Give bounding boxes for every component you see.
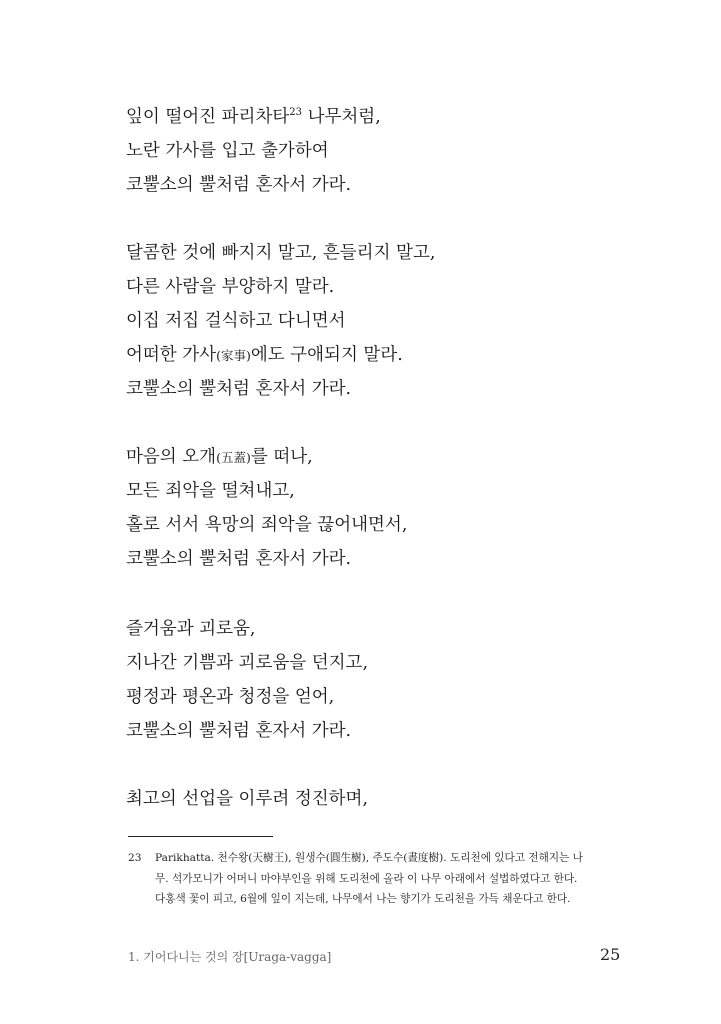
verse-line: 즐거움과 괴로움, [126,619,256,639]
verse-line: 노란 가사를 입고 출가하여 [126,141,329,161]
verse-text: 잎이 떨어진 파리차타 [126,107,290,127]
verse-line: 코뿔소의 뿔처럼 혼자서 가라. [126,549,352,569]
verse-line [126,100,381,134]
verse-line: 달콤한 것에 빠지지 말고, 흔들리지 말고, [126,243,436,263]
verse-text: 나무처럼, [302,107,381,127]
verse-line: 코뿔소의 뿔처럼 혼자서 가라. [126,175,352,195]
running-footer-title: 1. 기어다니는 것의 장[Uraga-vagga] [128,950,332,964]
verse-line: 이집 저집 걸식하고 다니면서 [126,311,346,331]
verse-line: 코뿔소의 뿔처럼 혼자서 가라. [126,379,352,399]
verse-line: 최고의 선업을 이루려 정진하며, [126,789,369,809]
stanza-5 [126,782,368,816]
stanza-3 [126,440,407,576]
verse-line: 다른 사람을 부양하지 말라. [126,277,335,297]
page-number: 25 [600,945,621,964]
footnote-divider [128,836,273,837]
hanja-annotation: (五蓋) [216,450,251,465]
stanza-4 [126,612,368,748]
verse-text: 마음의 오개 [126,447,217,467]
verse-line [126,338,435,372]
verse-text: 어떠한 가사 [126,345,217,365]
stanza-1 [126,100,381,202]
stanza-2 [126,236,435,406]
verse-line [126,440,407,474]
footnote-line: 무. 석가모니가 어머니 마야부인을 위해 도리천에 올라 이 나무 아래에서 설법하였다고 한다. [155,872,578,885]
footnote-number: 23 [128,852,142,864]
verse-line: 모든 죄악을 떨쳐내고, [126,481,295,501]
footnote-line: Parikhatta. 천수왕(天樹王), 원생수(圓生樹), 주도수(晝度樹). 도리천에 있다고 전해지는 나 [155,852,583,864]
verse-line: 홀로 서서 욕망의 죄악을 끊어내면서, [126,515,408,535]
footnote [128,848,622,910]
footnote-ref[interactable]: 23 [289,107,303,118]
verse-line: 지나간 기쁨과 괴로움을 던지고, [126,653,369,673]
verse-line: 평정과 평온과 청정을 얻어, [126,687,335,707]
footnote-body [155,848,622,910]
footnote-line: 다홍색 꽃이 피고, 6월에 잎이 지는데, 나무에서 나는 향기가 도리천을 가득 채운다고 한다. [155,893,571,905]
verse-text: 를 떠나, [250,447,313,467]
verse-text: 에도 구애되지 말라. [250,345,403,365]
hanja-annotation: (家事) [216,348,251,363]
verse-line: 코뿔소의 뿔처럼 혼자서 가라. [126,721,352,741]
